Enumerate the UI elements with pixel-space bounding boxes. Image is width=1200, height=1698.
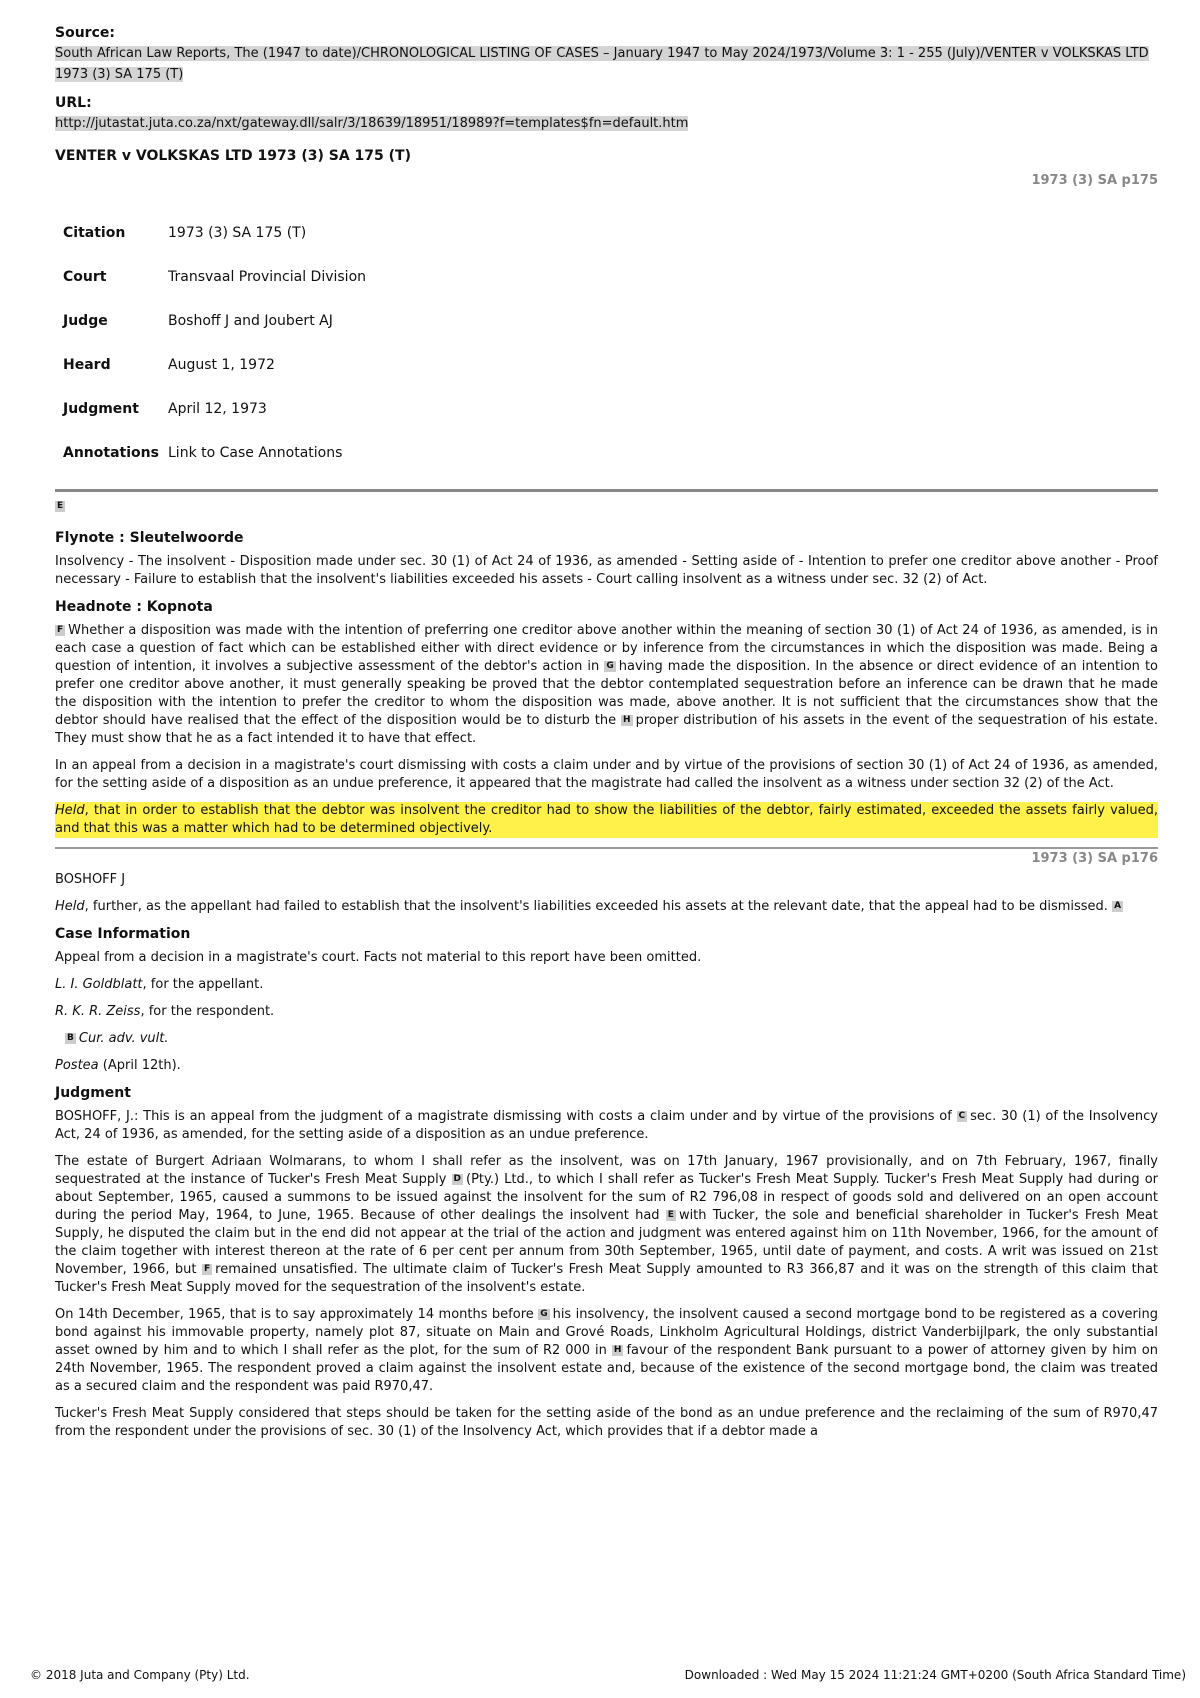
case-info-paragraph: Appeal from a decision in a magistrate's court. Facts not material to this report have been omitted. [55,950,702,965]
meta-value: April 12, 1973 [168,401,267,417]
case-information-heading: Case Information [55,926,191,942]
judge-header: BOSHOFF J [55,872,126,887]
margin-letter-marker: B [67,1033,74,1043]
meta-value: Boshoff J and Joubert AJ [168,313,333,329]
margin-letter-marker: E [667,1210,674,1220]
document-page [55,24,1158,1450]
meta-value: 1973 (3) SA 175 (T) [168,225,307,241]
case-metadata-table [63,211,366,475]
judgment-paragraph: Tucker's Fresh Meat Supply considered that steps should be taken for the setting aside of the bond as an undue preference and the reclaiming of the sum of R970,47 from the respondent under the provisions of sec. 30 (1) of the Insolvency Act, which provides that if a debtor made a [55,1406,1158,1439]
meta-row-heard [63,343,366,387]
judgment-text: The estate of Burgert Adriaan Wolmarans, to whom I shall refer as the insolvent, was on 17th January, 1967 provisionally, and on 7th February, 1967, finally sequestrated at the instance of Tucker's Fresh Meat Supply [55,1154,1158,1187]
appellant-counsel [55,976,1158,994]
source-label: Source: [55,25,115,41]
source-path: South African Law Reports, The (1947 to date)/CHRONOLOGICAL LISTING OF CASES – January 1947 to May 2024/1973/Volume 3: 1 - 255 (July)/VENTER v VOLKSKAS LTD 1973 (3) SA 175 (T) [55,46,1149,82]
counsel-role: , for the appellant. [142,977,264,992]
cur-adv-text: Cur. adv. vult. [78,1031,169,1046]
meta-row-court [63,255,366,299]
meta-key: Heard [63,357,111,373]
section-divider [55,489,1158,492]
margin-letter-marker: A [1114,901,1122,911]
meta-key: Court [63,269,107,285]
meta-value: Transvaal Provincial Division [168,269,367,285]
url-block [55,94,1158,133]
counsel-name: R. K. R. Zeiss [55,1004,141,1019]
headnote-heading: Headnote : Kopnota [55,599,213,615]
headnote-paragraph [55,622,1158,748]
margin-letter-marker: G [540,1309,548,1319]
counsel-name: L. I. Goldblatt [55,977,143,992]
judgment-text: (Pty.) Ltd., to which I shall refer as Tucker's Fresh Meat Supply. Tucker's Fresh Meat Supply had during or about September, 1965, caused a summons to be issued against the insolvent for the sum of R2 796,08 in respect of goods sold and delivered on an open account during the period May, 1964, to June, 1965. Because of other dealings the insolvent had [55,1172,1159,1223]
source-block [55,24,1158,84]
margin-letter-marker: F [204,1264,211,1274]
meta-value: August 1, 1972 [168,357,275,373]
meta-key: Judge [63,313,108,329]
counsel-role: , for the respondent. [140,1004,275,1019]
margin-letter-marker: C [958,1111,966,1121]
judgment-paragraph [55,1153,1158,1297]
held-word: Held [55,899,85,914]
judgment-heading: Judgment [55,1085,131,1101]
footer-downloaded: Downloaded : Wed May 15 2024 11:21:24 GMT+0200 (South Africa Standard Time) [684,1668,1186,1682]
margin-letter-marker: H [623,715,631,725]
respondent-counsel [55,1003,1158,1021]
flynote-text: Insolvency - The insolvent - Disposition made under sec. 30 (1) of Act 24 of 1936, as amended - Setting aside of - Intention to prefer one creditor above another - Proof necessary - Failure to establish that the insolvent's liabilities exceeded his assets - Court calling insolvent as a witness under sec. 32 (2) of Act. [55,554,1158,587]
held-further-paragraph [55,898,1158,916]
meta-row-citation [63,211,366,255]
held-text: , that in order to establish that the debtor was insolvent the creditor had to show the liabilities of the debtor, fairly estimated, exceeded the assets fairly valued, and that this was a matter which had to be determined objectively. [55,803,1158,836]
postea-line [55,1057,1158,1075]
judgment-text: his insolvency, the insolvent caused a second mortgage bond to be registered as a covering bond against his immovable property, namely plot 87, situate on Main and Grové Roads, Linkholm Agricultural Holdings, district Vanderbijlpark, the only substantial asset owned by him and to which I shall refer as the plot, for the sum of R2 000 in [55,1307,1158,1358]
url-link[interactable]: http://jutastat.juta.co.za/nxt/gateway.dll/salr/3/18639/18951/18989?f=templates$fn=default.htm [55,116,689,131]
meta-row-judgment [63,387,366,431]
flynote-heading: Flynote : Sleutelwoorde [55,530,244,546]
headnote-paragraph: In an appeal from a decision in a magistrate's court dismissing with costs a claim under and by virtue of the provisions of section 30 (1) of Act 24 of 1936, as amended, for the setting aside of a disposition as an undue preference, it appeared that the magistrate had called the insolvent as a witness under section 32 (2) of the Act. [55,758,1158,791]
page-reference-176: 1973 (3) SA p176 [1031,851,1158,866]
held-word: Held [55,803,85,818]
held-text: , further, as the appellant had failed to establish that the insolvent's liabilities exceeded his assets at the relevant date, that the appeal had to be dismissed. [84,899,1108,914]
case-title: VENTER v VOLKSKAS LTD 1973 (3) SA 175 (T) [55,148,412,164]
judgment-text: On 14th December, 1965, that is to say approximately 14 months before [55,1307,534,1322]
page-divider [55,847,1158,849]
meta-key: Citation [63,225,126,241]
footer-copyright: © 2018 Juta and Company (Pty) Ltd. [30,1668,250,1682]
judgment-paragraph [55,1108,1158,1144]
judgment-text: BOSHOFF, J.: This is an appeal from the judgment of a magistrate dismissing with costs a claim under and by virtue of the provisions of [55,1109,952,1124]
judgment-text: favour of the respondent Bank pursuant to a power of attorney given by him on 24th November, 1965. The respondent proved a claim against the insolvent estate and, because of the existence of the second mortgage bond, the claim was treated as a secured claim and the respondent was paid R970,47. [55,1343,1158,1394]
judgment-text: sec. 30 (1) of the Insolvency Act, 24 of 1936, as amended, for the setting aside of a disposition as an undue preference. [55,1109,1158,1142]
judgment-paragraph [55,1306,1158,1396]
headnote-text: Whether a disposition was made with the intention of preferring one creditor above another within the meaning of section 30 (1) of Act 24 of 1936, as amended, is in each case a question of fact which can be established either with direct evidence or by inference from the circumstances in which the disposition was made. Being a question of intention, it involves a subjective assessment of the debtor's action in [55,623,1158,674]
postea-word: Postea [55,1058,99,1073]
meta-row-judge [63,299,366,343]
cur-adv-vult [55,1030,1158,1048]
judgment-text: remained unsatisfied. The ultimate claim of Tucker's Fresh Meat Supply amounted to R3 366,87 and it was on the strength of this claim that Tucker's Fresh Meat Supply moved for the sequestration of the insolvent's estate. [55,1262,1159,1295]
headnote-text: proper distribution of his assets in the event of the sequestration of his estate. They must show that he as a fact intended it to have that effect. [55,713,1158,746]
meta-key: Judgment [63,401,139,417]
meta-key: Annotations [63,445,159,461]
page-reference-175: 1973 (3) SA p175 [1031,173,1158,188]
postea-date: (April 12th). [98,1058,181,1073]
judgment-text: with Tucker, the sole and beneficial shareholder in Tucker's Fresh Meat Supply, he disputed the claim but in the end did not appear at the trial of the action and judgment was entered against him on 11th November, 1966, for the amount of the claim together with interest thereon at the rate of 6 per cent per annum from 30th September, 1965, until date of payment, and costs. A writ was issued on 21st November, 1966, but [55,1208,1158,1277]
margin-letter-marker: F [57,625,64,635]
annotations-link[interactable]: Link to Case Annotations [168,445,343,461]
held-highlighted-paragraph [55,802,1158,838]
margin-letter-marker: E [57,501,64,511]
margin-letter-marker: H [613,1345,622,1355]
headnote-text: having made the disposition. In the absence or direct evidence of an intention to prefer one creditor above another, it must generally speaking be proved that the debtor contemplated sequestration before an inference can be drawn that he made the disposition with the intention to prefer the creditor to whom the disposition was made, above another. It is not sufficient that the circumstances show that the debtor should have realised that the effect of the disposition would be to disturb the [55,659,1158,728]
url-label: URL: [55,95,92,111]
meta-row-annotations [63,431,366,475]
margin-letter-marker: G [606,661,614,671]
margin-letter-marker: D [453,1174,462,1184]
